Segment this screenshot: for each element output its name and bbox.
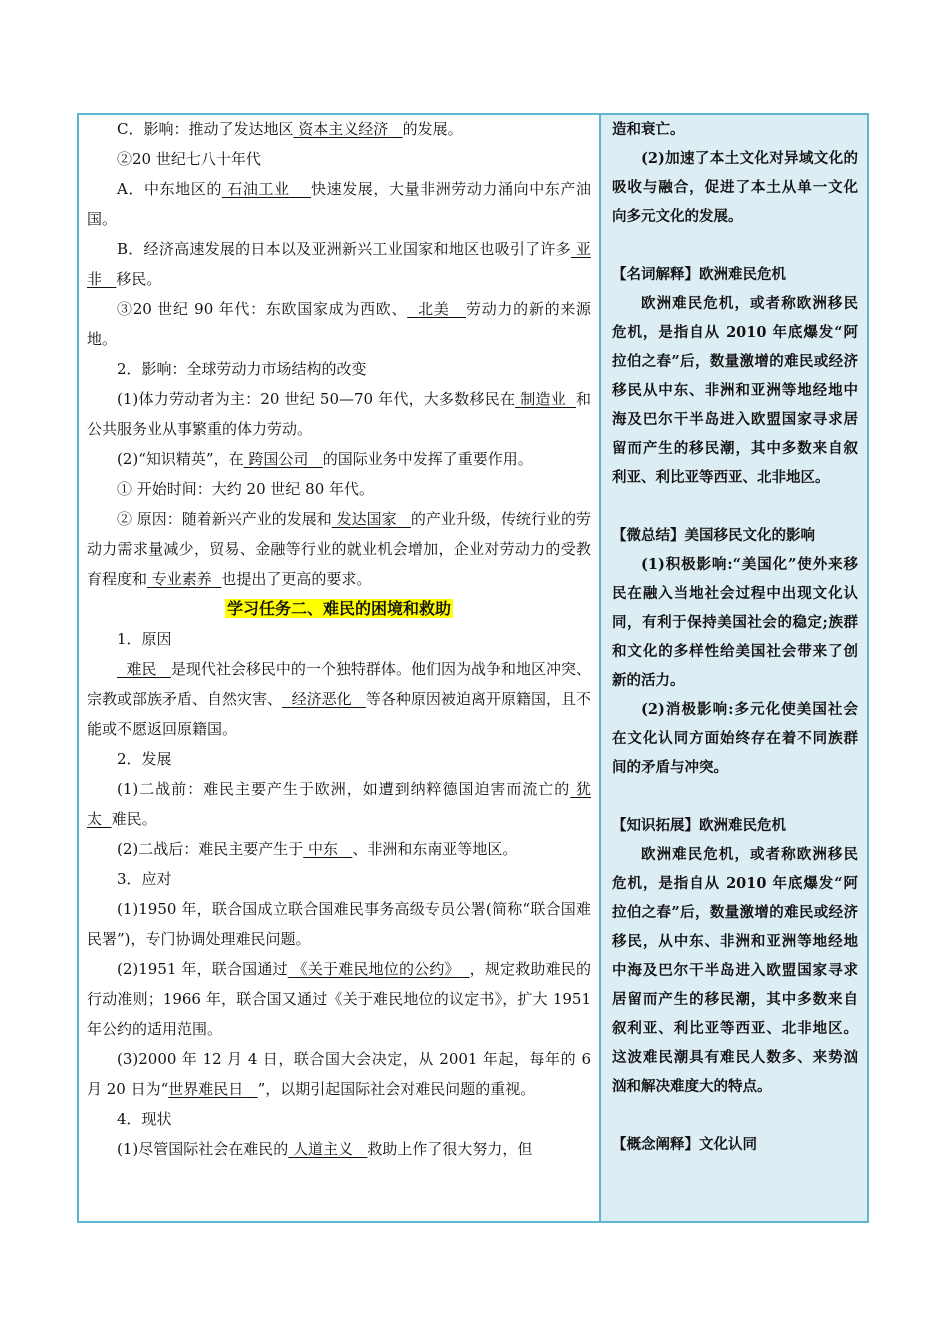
paragraph: (3)2000 年 12 月 4 日，联合国大会决定，从 2001 年起，每年的 6 月 20 日为“世界难民日 ”，以期引起国际社会对难民问题的重视。 <box>87 1050 591 1098</box>
paragraph: ② 原因：随着新兴产业的发展和 发达国家 的产业升级，传统行业的劳动力需求量减少，贸易、金融等行业的就业机会增加，企业对劳动力的受教育程度和 专业素养 也提出了更高的要求。 <box>87 510 591 588</box>
section-heading: 3．应对 <box>117 870 172 888</box>
fill-blank: 《关于难民地位的公约》 <box>292 960 460 978</box>
fill-blank: 资本主义经济 <box>298 120 389 138</box>
fill-blank: 世界难民日 <box>168 1080 244 1098</box>
paragraph: (1)1950 年，联合国成立联合国难民事务高级专员公署(简称“联合国难民署”)，专门协调处理难民问题。 <box>87 900 591 948</box>
fill-blank: 亚非 <box>87 240 591 288</box>
fill-blank: 制造业 <box>520 390 566 408</box>
paragraph: B．经济高速发展的日本以及亚洲新兴工业国家和地区也吸引了许多 亚非 移民。 <box>87 240 591 288</box>
paragraph: (2)“知识精英”，在 跨国公司 的国际业务中发挥了重要作用。 <box>117 450 533 468</box>
note-heading: 【名词解释】欧洲难民危机 <box>612 266 786 283</box>
fill-blank: 人道主义 <box>293 1140 354 1158</box>
text: C．影响：推动了发达地区 <box>117 120 294 138</box>
fill-blank: 石油工业 <box>227 180 290 198</box>
paragraph: (2)1951 年，联合国通过 《关于难民地位的公约》 ，规定救助难民的行动准则；1966 年，联合国又通过《关于难民地位的议定书》，扩大 1951 年公约的适用范围。 <box>87 960 591 1038</box>
paragraph: (1)二战前：难民主要产生于欧洲，如遭到纳粹德国迫害而流亡的 犹太 难民。 <box>87 780 591 828</box>
note-heading: 【概念阐释】文化认同 <box>612 1136 757 1153</box>
text: 的发展。 <box>402 120 463 138</box>
paragraph: (2)消极影响:多元化使美国社会在文化认同方面始终存在着不同族群间的矛盾与冲突。 <box>612 701 858 776</box>
section-heading: 4．现状 <box>117 1110 172 1128</box>
content-table <box>77 113 869 1223</box>
paragraph: 造和衰亡。 <box>612 121 685 138</box>
paragraph: 欧洲难民危机，或者称欧洲移民危机，是指自从 2010 年底爆发“阿拉伯之春”后，数量激增的难民或经济移民，从中东、非洲和亚洲等地经地中海及巴尔干半岛进入欧盟国家寻求居留而产生的移民潮，其中多数来自叙利亚、利比亚等西亚、北非地区。这波难民潮具有难民人数多、来势汹汹和解决难度大的特点。 <box>612 846 858 1095</box>
section-heading: 1．原因 <box>117 630 172 648</box>
task-title: 学习任务二、难民的困境和救助 <box>226 599 451 618</box>
paragraph: (1)积极影响:“美国化”使外来移民在融入当地社会过程中出现文化认同，有利于保持美国社会的稳定;族群和文化的多样性给美国社会带来了创新的活力。 <box>612 556 858 689</box>
paragraph: ③20 世纪 90 年代：东欧国家成为西欧、 北美 劳动力的新的来源地。 <box>87 300 591 348</box>
fill-blank: 中东 <box>308 840 339 858</box>
fill-blank: 难民 <box>126 660 157 678</box>
fill-blank: 专业素养 <box>151 570 212 588</box>
fill-blank: 北美 <box>418 300 450 318</box>
paragraph: (1)尽管国际社会在难民的 人道主义 救助上作了很大努力，但 <box>117 1140 533 1158</box>
fill-blank: 经济恶化 <box>291 690 352 708</box>
paragraph: 难民 是现代社会移民中的一个独特群体。他们因为战争和地区冲突、宗教或部族矛盾、自然灾害、 经济恶化 等各种原因被迫离开原籍国，且不能或不愿返回原籍国。 <box>87 660 591 738</box>
section-heading: 2．影响：全球劳动力市场结构的改变 <box>117 360 367 378</box>
paragraph: ① 开始时间：大约 20 世纪 80 年代。 <box>117 480 375 498</box>
note-heading: 【微总结】美国移民文化的影响 <box>612 527 815 544</box>
paragraph: (1)体力劳动者为主：20 世纪 50—70 年代，大多数移民在 制造业 和公共服务业从事繁重的体力劳动。 <box>87 390 591 438</box>
paragraph: (2)二战后：难民主要产生于 中东 、非洲和东南亚等地区。 <box>117 840 518 858</box>
note-heading: 【知识拓展】欧洲难民危机 <box>612 817 786 834</box>
sidebar-notes-column <box>601 115 867 1221</box>
fill-blank: 跨国公司 <box>248 450 309 468</box>
paragraph <box>87 115 591 144</box>
paragraph: ②20 世纪七八十年代 <box>117 150 261 168</box>
paragraph: (2)加速了本土文化对异域文化的吸收与融合，促进了本土从单一文化向多元文化的发展。 <box>612 150 858 225</box>
paragraph: A．中东地区的 石油工业 快速发展，大量非洲劳动力涌向中东产油国。 <box>87 180 591 228</box>
fill-blank: 犹太 <box>87 780 591 828</box>
fill-blank: 发达国家 <box>336 510 397 528</box>
paragraph: 欧洲难民危机，或者称欧洲移民危机，是指自从 2010 年底爆发“阿拉伯之春”后，数量激增的难民或经济移民从中东、非洲和亚洲等地经地中海及巴尔干半岛进入欧盟国家寻求居留而产生的移民潮，其中多数来自叙利亚、利比亚等西亚、北非地区。 <box>612 295 858 486</box>
main-notes-column <box>79 115 599 1221</box>
section-heading: 2．发展 <box>117 750 172 768</box>
